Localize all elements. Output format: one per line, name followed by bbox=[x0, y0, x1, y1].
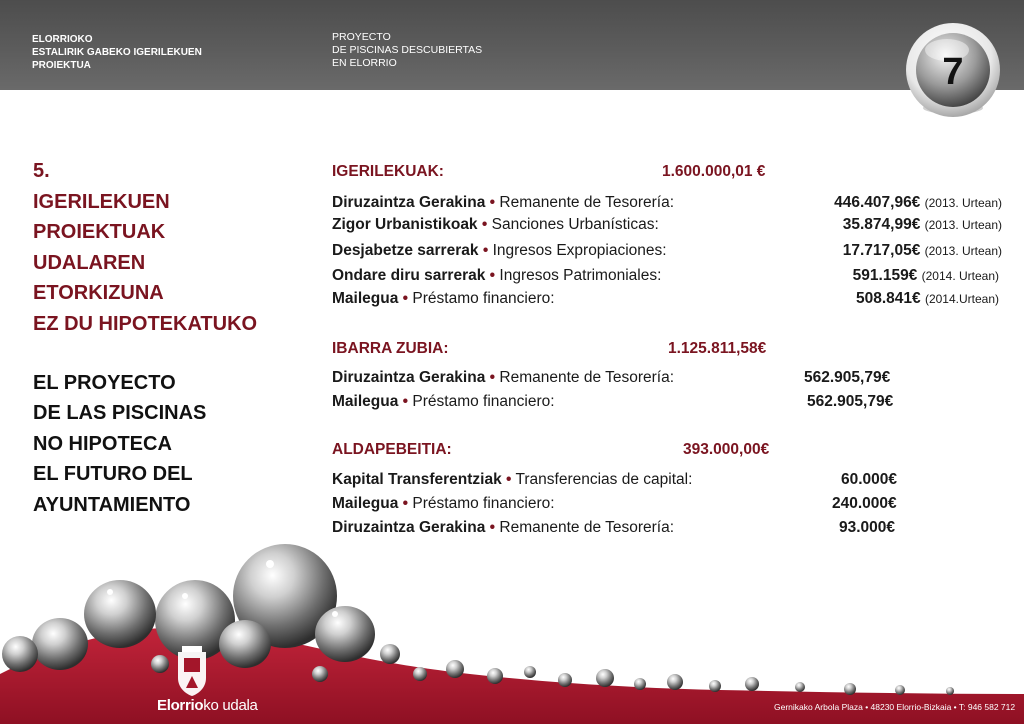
header-spanish-title: PROYECTO DE PISCINAS DESCUBIERTAS EN ELORRIO bbox=[332, 31, 483, 69]
bullet-icon: • bbox=[489, 369, 496, 386]
funding-row: Diruzaintza Gerakina • Remanente de Tesorería: 562.905,79€ bbox=[332, 367, 1012, 389]
funding-amount: 240.000€ bbox=[832, 495, 897, 512]
funding-amount: 35.874,99€ (2013. Urtean) bbox=[842, 216, 1002, 233]
funding-row: Diruzaintza Gerakina • Remanente de Tesorería: 446.407,96€ (2013. Urtean) bbox=[332, 192, 1012, 214]
funding-amount: 93.000€ bbox=[839, 519, 896, 536]
funding-amount: 60.000€ bbox=[841, 471, 898, 488]
section-total: 1.125.811,58€ bbox=[668, 340, 767, 357]
section-total: 393.000,00€ bbox=[683, 441, 770, 458]
funding-row: Mailegua • Préstamo financiero: 562.905,79€ bbox=[332, 391, 1012, 413]
bullet-icon: • bbox=[402, 495, 409, 512]
footer-address: Gernikako Arbola Plaza • 48230 Elorrio-Bizkaia • T: 946 582 712 bbox=[774, 702, 1016, 712]
bullet-icon: • bbox=[489, 194, 496, 211]
elorrio-coat-of-arms-icon bbox=[178, 646, 206, 696]
funding-row: Diruzaintza Gerakina • Remanente de Tesorería: 93.000€ bbox=[332, 517, 1012, 539]
bullet-icon: • bbox=[489, 267, 496, 284]
funding-amount: 17.717,05€ (2013. Urtean) bbox=[842, 242, 1002, 259]
section-title-basque: 5. IGERILEKUEN PROIEKTUAK UDALAREN ETORKIZUNA EZ DU HIPOTEKATUKO bbox=[33, 160, 258, 335]
section-heading-igerilekuak: IGERILEKUAK: bbox=[332, 163, 444, 180]
funding-row: Desjabetze sarrerak • Ingresos Expropiaciones: 17.717,05€ (2013. Urtean) bbox=[332, 240, 1012, 262]
section-heading-ibarra-zubia: IBARRA ZUBIA: bbox=[332, 340, 449, 357]
header-basque-title: ELORRIOKO ESTALIRIK GABEKO IGERILEKUEN PROIEKTUA bbox=[32, 34, 202, 71]
bullet-icon: • bbox=[481, 216, 488, 233]
bullet-icon: • bbox=[489, 519, 496, 536]
funding-row: Kapital Transferentziak • Transferencias de capital: 60.000€ bbox=[332, 469, 1012, 491]
section-title-spanish: EL PROYECTO DE LAS PISCINAS NO HIPOTECA EL FUTURO DEL AYUNTAMIENTO bbox=[33, 372, 207, 516]
section-total: 1.600.000,01 € bbox=[662, 163, 766, 180]
funding-amount: 446.407,96€ (2013. Urtean) bbox=[834, 194, 1002, 211]
funding-row: Zigor Urbanistikoak • Sanciones Urbanísticas: 35.874,99€ (2013. Urtean) bbox=[332, 214, 1012, 236]
funding-amount: 562.905,79€ bbox=[804, 369, 891, 386]
bullet-icon: • bbox=[402, 393, 409, 410]
bullet-icon: • bbox=[402, 290, 409, 307]
page-number-badge bbox=[903, 20, 1003, 120]
section-heading-aldapebeitia: ALDAPEBEITIA: bbox=[332, 441, 452, 458]
bullet-icon: • bbox=[482, 242, 489, 259]
bullet-icon: • bbox=[506, 471, 512, 488]
elorrio-udala-logo: Elorrioko udala bbox=[157, 697, 258, 714]
funding-row: Mailegua • Préstamo financiero: 508.841€ (2014.Urtean) bbox=[332, 288, 1012, 310]
page-number: 7 bbox=[942, 51, 964, 93]
page-header bbox=[0, 0, 1024, 90]
funding-amount: 591.159€ (2014. Urtean) bbox=[852, 267, 999, 284]
funding-row: Ondare diru sarrerak • Ingresos Patrimoniales: 591.159€ (2014. Urtean) bbox=[332, 265, 1012, 287]
funding-row: Mailegua • Préstamo financiero: 240.000€ bbox=[332, 493, 1012, 515]
funding-amount: 508.841€ (2014.Urtean) bbox=[855, 290, 999, 307]
water-bubbles-footer bbox=[0, 524, 1024, 724]
funding-amount: 562.905,79€ bbox=[807, 393, 894, 410]
